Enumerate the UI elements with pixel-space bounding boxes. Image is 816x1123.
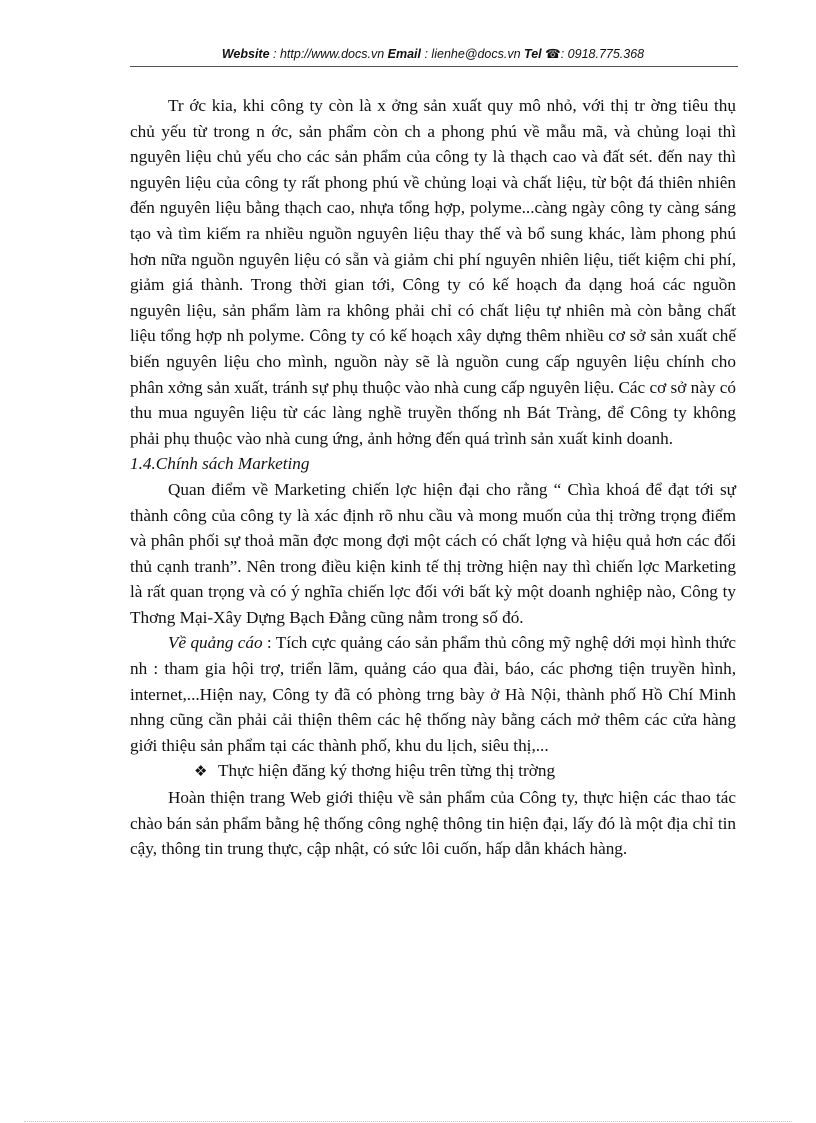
header-divider [130,66,738,67]
page-header [130,46,736,61]
email-address: : lienhe@docs.vn [421,47,525,61]
paragraph-website: Hoàn thiện trang Web giới thiệu về sản phẩm của Công ty, thực hiện các thao tác chào bán sản phẩm bằng hệ thống công nghệ thông tin hiện đại, lấy đó là một địa chỉ tin cậy, thông tin trung thực, cập nhật, có sức lôi cuốn, hấp dẫn khách hàng. [130,788,736,859]
document-body [130,93,736,862]
tel-label: Tel [524,47,542,61]
bullet-item [130,758,736,785]
paragraph-marketing-view: Quan điểm về Marketing chiến lợc hiện đại cho rằng “ Chìa khoá để đạt tới sự thành công của công ty là xác định rõ nhu cầu và mong muốn của thị trờng trọng điểm và phân phối sự thoả mãn đợc mong đợi một cách có chất lợng và hiệu quả hơn các đối thủ cạnh tranh”. Nên trong điều kiện kinh tế thị trờng hiện nay thì chiến lợc Marketing là rất quan trọng và có ý nghĩa chiến lợc đối với bất kỳ một doanh nghiệp nào, Công ty Thơng Mại-Xây Dựng Bạch Đằng cũng nằm trong số đó. [130,479,736,627]
paragraph-advertising [130,630,736,758]
phone-icon: ☎ [545,47,561,61]
website-url: : http://www.docs.vn [269,47,388,61]
footer-divider [24,1121,792,1122]
section-heading: 1.4.Chính sách Marketing [130,454,310,474]
advertising-text: : Tích cực quảng cáo sản phẩm thủ công mỹ nghệ dới mọi hình thức nh : tham gia hội trợ, triển lãm, quảng cáo qua đài, báo, các phơng tiện truyền hình, internet,...Hiện nay, Công ty đã có phòng trng bày ở Hà Nội, thành phố Hồ Chí Minh nhng cũng cần phải cải thiện thêm các hệ thống này bằng cách mở thêm các cửa hàng giới thiệu sản phẩm tại các thành phố, khu du lịch, siêu thị,... [130,633,736,755]
paragraph-materials: Tr ớc kia, khi công ty còn là x ởng sản xuất quy mô nhỏ, với thị tr ờng tiêu thụ chủ yếu từ trong n ớc, sản phẩm còn ch a phong phú về mẫu mã, và chủng loại thì nguyên liệu chủ yếu cho các sản phẩm của công ty là thạch cao và đất sét. đến nay thì nguyên liệu của công ty rất phong phú về chủng loại và chất liệu, từ bột đá thiên nhiên đến nguyên liệu bằng thạch cao, nhựa tổng hợp, polyme...càng ngày công ty càng sáng tạo và tìm kiếm ra nhiều nguồn nguyên liệu thay thế và bổ sung khác, làm phong phú hơn nữa nguồn nguyên liệu có sẵn và giảm chi phí nguyên nhiên liệu, tiết kiệm chi phí, giảm giá thành. Trong thời gian tới, Công ty có kế hoạch đa dạng hoá các nguồn nguyên liệu, sản phẩm làm ra không phải chỉ có chất liệu tự nhiên mà còn bằng chất liệu tổng hợp nh polyme. Công ty có kế hoạch xây dựng thêm nhiều cơ sở sản xuất chế biến nguyên liệu cho mình, nguồn này sẽ là nguồn cung cấp nguyên liệu chính cho phân xởng sản xuất, tránh sự phụ thuộc vào nhà cung cấp nguyên liệu. Các cơ sở này có thu mua nguyên liệu từ các làng nghề truyền thống nh Bát Tràng, để Công ty không phải phụ thuộc vào nhà cung ứng, ảnh hởng đến quá trình sản xuất kinh doanh. [130,96,736,448]
advertising-lead: Về quảng cáo [168,633,263,653]
tel-number: : 0918.775.368 [560,47,645,61]
diamond-bullet-icon: ❖ [194,762,208,781]
website-label: Website [221,47,270,61]
email-label: Email [387,47,422,61]
bullet-text: Thực hiện đăng ký thơng hiệu trên từng thị trờng [218,761,556,781]
